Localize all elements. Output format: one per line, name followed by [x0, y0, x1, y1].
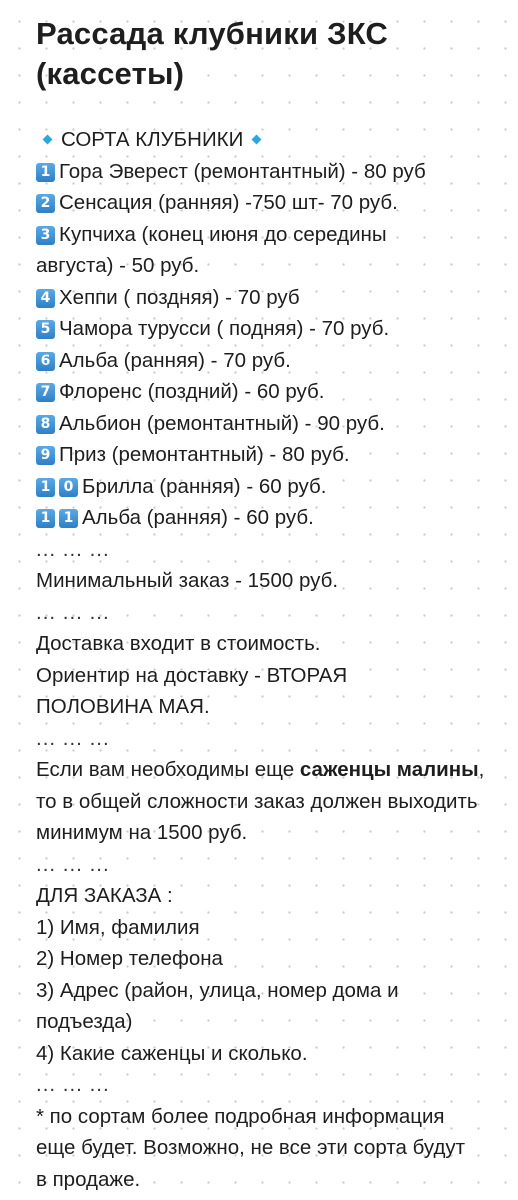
variety-text: Хеппи ( поздняя) - 70 руб: [59, 285, 300, 309]
order-step: 2) Номер телефона: [36, 947, 223, 970]
raspberry-note: [36, 754, 486, 849]
variety-item: [36, 345, 506, 377]
number-keycap-icon: 1: [36, 478, 55, 497]
variety-text: Альба (ранняя) - 60 руб.: [82, 506, 314, 529]
separator: ... ... ...: [36, 1073, 110, 1096]
blue-diamond-icon: [252, 134, 262, 144]
footnote: * по сортам более подробная информация еще будет. Возможно, не все эти сорта будут в продаже.: [36, 1104, 466, 1191]
number-keycap-icon: 1: [59, 509, 78, 528]
min-order: Минимальный заказ - 1500 руб.: [36, 569, 339, 592]
variety-item: [36, 502, 506, 534]
number-keycap-icon: 3: [36, 226, 55, 245]
variety-text: Сенсация (ранняя) -750 шт- 70 руб.: [59, 191, 398, 214]
variety-text: Приз (ремонтантный) - 80 руб.: [59, 443, 350, 466]
variety-text: Альба (ранняя) - 70 руб.: [59, 348, 291, 372]
variety-text: Гора Эверест (ремонтантный) - 80 руб: [59, 159, 426, 183]
variety-item: [36, 471, 506, 503]
number-keycap-icon: 0: [59, 478, 78, 497]
number-keycap-icon: 2: [36, 194, 55, 213]
variety-item: [36, 376, 506, 408]
order-step: 4) Какие саженцы и сколько.: [36, 1041, 308, 1065]
blue-diamond-icon: [43, 134, 53, 144]
post-content: [36, 0, 506, 1195]
delivery-included: Доставка входит в стоимость.: [36, 632, 321, 655]
number-keycap-icon: 6: [36, 352, 55, 371]
number-keycap-icon: 1: [36, 163, 55, 182]
post-body: [36, 124, 506, 1195]
variety-item: [36, 282, 506, 314]
variety-text: Флоренс (поздний) - 60 руб.: [59, 380, 325, 403]
raspberry-note-bold: саженцы малины: [299, 758, 479, 781]
variety-text: Чамора турусси ( подняя) - 70 руб.: [59, 317, 390, 340]
variety-item: [36, 219, 456, 282]
separator: ... ... ...: [36, 600, 110, 624]
separator: ... ... ...: [36, 726, 110, 750]
variety-item: [36, 408, 506, 440]
variety-item: [36, 439, 506, 471]
raspberry-note-after: , то в общей сложности заказ должен выходить минимум на 1500 руб.: [36, 758, 485, 844]
number-keycap-icon: 5: [36, 320, 55, 339]
order-steps: [36, 912, 506, 1070]
section-heading: [36, 124, 506, 156]
variety-item: [36, 187, 506, 219]
raspberry-note-before: Если вам необходимы еще: [36, 758, 300, 781]
number-keycap-icon: 7: [36, 383, 55, 402]
order-step: 3) Адрес (район, улица, номер дома и подъезда): [36, 978, 399, 1033]
number-keycap-icon: 9: [36, 446, 55, 465]
variety-list: [36, 156, 506, 534]
post-title: Рассада клубники ЗКС (кассеты): [36, 16, 388, 91]
order-step: 1) Имя, фамилия: [36, 915, 200, 939]
number-keycap-icon: 1: [36, 509, 55, 528]
variety-item: [36, 313, 506, 345]
variety-text: Брилла (ранняя) - 60 руб.: [82, 474, 327, 498]
section-heading-text: СОРТА КЛУБНИКИ: [61, 128, 244, 151]
number-keycap-icon: 4: [36, 289, 55, 308]
delivery-time: Ориентир на доставку - ВТОРАЯ ПОЛОВИНА МАЯ.: [36, 663, 348, 718]
separator: ... ... ...: [36, 537, 110, 561]
order-heading: ДЛЯ ЗАКАЗА :: [36, 884, 173, 907]
separator: ... ... ...: [36, 852, 110, 876]
variety-item: [36, 156, 506, 188]
variety-text: Купчиха (конец июня до середины августа) - 50 руб.: [36, 222, 387, 277]
variety-text: Альбион (ремонтантный) - 90 руб.: [59, 411, 385, 435]
number-keycap-icon: 8: [36, 415, 55, 434]
